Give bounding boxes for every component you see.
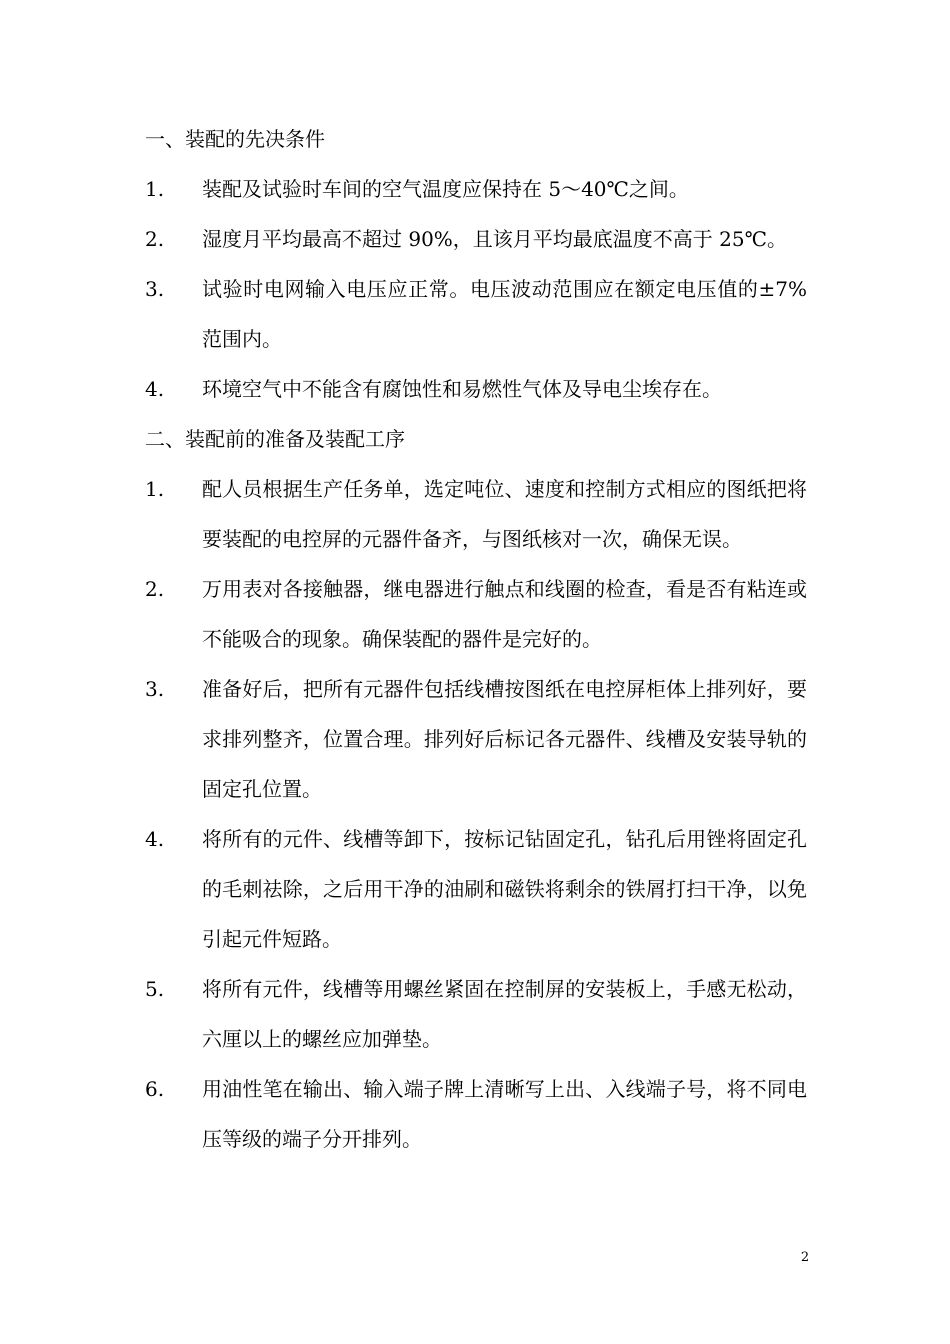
document-body xyxy=(145,114,807,1164)
list-item xyxy=(145,164,807,214)
list-item xyxy=(145,664,807,814)
list-item-text: 配人员根据生产任务单，选定吨位、速度和控制方式相应的图纸把将要装配的电控屏的元器件备齐，与图纸核对一次，确保无误。 xyxy=(202,477,807,551)
list-item xyxy=(145,214,807,264)
list-item-number: 2. xyxy=(145,577,165,601)
page-number: 2 xyxy=(800,1250,810,1265)
list-item-number: 3. xyxy=(145,677,165,701)
list-item xyxy=(145,364,807,414)
list-item-text: 用油性笔在输出、输入端子牌上清晰写上出、入线端子号，将不同电压等级的端子分开排列。 xyxy=(202,1077,807,1151)
section-heading-prerequisites: 一、装配的先决条件 xyxy=(145,127,325,151)
list-item xyxy=(145,1064,807,1164)
list-item-number: 1. xyxy=(145,177,165,201)
list-item-text: 环境空气中不能含有腐蚀性和易燃性气体及导电尘埃存在。 xyxy=(202,377,722,401)
list-item-number: 4. xyxy=(145,827,165,851)
list-item-number: 3. xyxy=(145,277,165,301)
list-item-number: 6. xyxy=(145,1077,165,1101)
list-item xyxy=(145,814,807,964)
list-item-number: 2. xyxy=(145,227,165,251)
list-item-text: 将所有元件，线槽等用螺丝紧固在控制屏的安装板上，手感无松动，六厘以上的螺丝应加弹垫。 xyxy=(202,977,807,1051)
list-item-text: 湿度月平均最高不超过 90%，且该月平均最底温度不高于 25℃。 xyxy=(202,227,787,251)
list-item-number: 5. xyxy=(145,977,165,1001)
list-item-text: 准备好后，把所有元器件包括线槽按图纸在电控屏柜体上排列好，要求排列整齐，位置合理。排列好后标记各元器件、线槽及安装导轨的固定孔位置。 xyxy=(202,677,807,801)
list-item-text: 将所有的元件、线槽等卸下，按标记钻固定孔，钻孔后用锉将固定孔的毛刺祛除，之后用干净的油刷和磁铁将剩余的铁屑打扫干净，以免引起元件短路。 xyxy=(202,827,807,951)
list-item-text: 万用表对各接触器，继电器进行触点和线圈的检查，看是否有粘连或不能吸合的现象。确保装配的器件是完好的。 xyxy=(202,577,807,651)
list-item xyxy=(145,564,807,664)
list-item-text: 试验时电网输入电压应正常。电压波动范围应在额定电压值的±7%范围内。 xyxy=(202,277,807,351)
list-item xyxy=(145,964,807,1064)
list-item-number: 1. xyxy=(145,477,165,501)
list-item-number: 4. xyxy=(145,377,165,401)
list-item-text: 装配及试验时车间的空气温度应保持在 5～40℃之间。 xyxy=(202,177,689,201)
list-item xyxy=(145,264,807,364)
list-item xyxy=(145,464,807,564)
section-heading-preparation: 二、装配前的准备及装配工序 xyxy=(145,427,405,451)
